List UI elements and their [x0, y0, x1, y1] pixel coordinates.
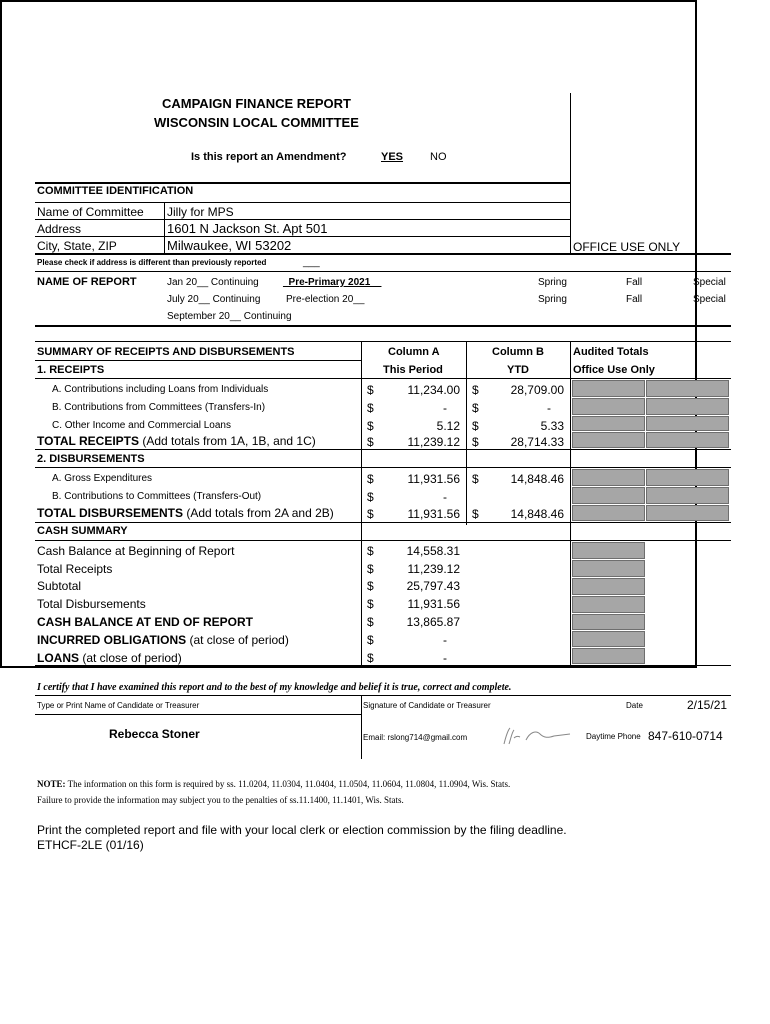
- receipt-a-period: 11,234.00: [407, 383, 460, 397]
- daytime-phone-label: Daytime Phone: [586, 732, 641, 741]
- daytime-phone-value: 847-610-0714: [648, 729, 723, 743]
- total-disbursements-ytd: 14,848.46: [510, 507, 564, 521]
- office-use-label: OFFICE USE ONLY: [573, 240, 681, 254]
- report-name-label: NAME OF REPORT: [37, 276, 137, 288]
- total-receipts-label: TOTAL RECEIPTS (Add totals from 1A, 1B, and 1C): [37, 434, 316, 448]
- email-value: Email: rslong714@gmail.com: [363, 733, 468, 742]
- legal-note: NOTE: The information on this form is required by ss. 11.0204, 11.0304, 11.0404, 11.0504, 11.0604, 11.0804, 11.0904, Wis. Stats.: [37, 779, 511, 789]
- cash-end-label: CASH BALANCE AT END OF REPORT: [37, 615, 253, 629]
- office-divider: [570, 93, 571, 254]
- report-fall-1: Fall: [626, 277, 643, 288]
- report-fall-2: Fall: [626, 294, 643, 305]
- summary-title: SUMMARY OF RECEIPTS AND DISBURSEMENTS: [37, 346, 295, 358]
- dollar-sign: $: [367, 615, 374, 629]
- divider: [35, 665, 731, 666]
- disbursement-a-ytd: 14,848.46: [510, 472, 564, 486]
- cash-end-value: 13,865.87: [406, 615, 460, 629]
- office-use-cell: [646, 432, 729, 448]
- disbursement-a-period: 11,931.56: [407, 472, 460, 486]
- divider: [466, 341, 467, 525]
- divider: [35, 522, 731, 523]
- dollar-sign: $: [367, 633, 374, 647]
- penalty-note: Failure to provide the information may subject you to the penalties of ss.11.1400, 11.1401, Wis. Stats.: [37, 795, 404, 805]
- divider: [570, 341, 571, 665]
- dollar-sign: $: [472, 383, 479, 397]
- receipt-b-period: -: [443, 401, 447, 415]
- dollar-sign: $: [367, 562, 374, 576]
- office-use-cell: [572, 487, 645, 504]
- office-use-cell: [646, 469, 729, 486]
- dollar-sign: $: [472, 472, 479, 486]
- receipt-row-c-label: C. Other Income and Commercial Loans: [52, 420, 231, 431]
- report-september-continuing: September 20__ Continuing: [167, 311, 292, 322]
- dollar-sign: $: [367, 544, 374, 558]
- disbursement-b-period: -: [443, 490, 447, 504]
- office-use-cell: [572, 596, 645, 613]
- dollar-sign: $: [367, 401, 374, 415]
- divider: [35, 449, 731, 450]
- office-use-cell: [572, 614, 645, 630]
- office-use-cell: [572, 631, 645, 647]
- committee-name-value: Jilly for MPS: [167, 205, 234, 219]
- dollar-sign: $: [367, 490, 374, 504]
- office-use-cell: [572, 505, 645, 521]
- report-special-2: Special: [693, 294, 726, 305]
- office-use-cell: [572, 380, 645, 397]
- dollar-sign: $: [367, 419, 374, 433]
- receipts-section-title: 1. RECEIPTS: [37, 364, 105, 376]
- dollar-sign: $: [472, 401, 479, 415]
- disbursement-row-b-label: B. Contributions to Committees (Transfers-Out): [52, 491, 262, 502]
- report-spring-1: Spring: [538, 277, 567, 288]
- dollar-sign: $: [367, 579, 374, 593]
- divider: [35, 236, 570, 237]
- cash-begin-value: 14,558.31: [406, 544, 460, 558]
- disbursements-section-title: 2. DISBURSEMENTS: [37, 453, 145, 465]
- report-july-continuing: July 20__ Continuing: [167, 294, 261, 305]
- signature-label: Signature of Candidate or Treasurer: [363, 701, 491, 710]
- loans-value: -: [443, 651, 447, 665]
- receipt-row-b-label: B. Contributions from Committees (Transfers-In): [52, 402, 266, 413]
- dollar-sign: $: [367, 383, 374, 397]
- form-subtitle: WISCONSIN LOCAL COMMITTEE: [154, 115, 359, 130]
- dollar-sign: $: [367, 435, 374, 449]
- print-name-label: Type or Print Name of Candidate or Treasurer: [37, 701, 200, 710]
- report-preprimary: _Pre-Primary 2021__: [283, 277, 382, 288]
- receipt-row-a-label: A. Contributions including Loans from Individuals: [52, 384, 269, 395]
- cash-receipts-value: 11,239.12: [407, 562, 460, 576]
- dollar-sign: $: [472, 507, 479, 521]
- office-use-cell: [572, 398, 645, 415]
- divider: [35, 378, 731, 379]
- divider: [35, 325, 731, 327]
- report-spring-2: Spring: [538, 294, 567, 305]
- incurred-obligations-label: INCURRED OBLIGATIONS (at close of period): [37, 633, 289, 647]
- column-a-subtitle: This Period: [383, 364, 443, 376]
- divider: [35, 341, 731, 342]
- report-jan-continuing: Jan 20__ Continuing: [167, 277, 259, 288]
- total-disbursements-period: 11,931.56: [407, 507, 460, 521]
- cash-subtotal-label: Subtotal: [37, 579, 82, 593]
- address-label: Address: [37, 222, 82, 236]
- signature-image: [500, 724, 572, 748]
- certification-statement: I certify that I have examined this report and to the best of my knowledge and belief it is true, correct and complete.: [37, 682, 512, 693]
- divider: [35, 253, 731, 255]
- divider: [361, 341, 362, 665]
- cash-summary-title: CASH SUMMARY: [37, 525, 128, 537]
- divider: [35, 714, 361, 715]
- column-b-subtitle: YTD: [507, 364, 529, 376]
- total-receipts-period: 11,239.12: [407, 435, 460, 449]
- divider: [361, 695, 362, 759]
- incurred-obligations-value: -: [443, 633, 447, 647]
- divider: [35, 467, 731, 468]
- form-id: ETHCF-2LE (01/16): [37, 838, 144, 852]
- dollar-sign: $: [472, 435, 479, 449]
- dollar-sign: $: [367, 651, 374, 665]
- column-b-title: Column B: [492, 346, 544, 358]
- divider: [35, 219, 570, 220]
- loans-label: LOANS (at close of period): [37, 651, 182, 665]
- divider: [35, 360, 361, 361]
- office-use-cell: [572, 469, 645, 486]
- dollar-sign: $: [472, 419, 479, 433]
- committee-name-label: Name of Committee: [37, 205, 144, 219]
- column-a-title: Column A: [388, 346, 440, 358]
- divider: [164, 202, 165, 253]
- candidate-name-value: Rebecca Stoner: [109, 727, 200, 741]
- office-use-cell: [646, 416, 729, 431]
- cash-begin-label: Cash Balance at Beginning of Report: [37, 544, 235, 558]
- address-change-note: Please check if address is different than previously reported: [37, 258, 267, 267]
- office-use-cell: [646, 505, 729, 521]
- office-use-cell: [572, 416, 645, 431]
- date-value: 2/15/21: [687, 698, 728, 712]
- cash-receipts-label: Total Receipts: [37, 562, 113, 576]
- dollar-sign: $: [367, 597, 374, 611]
- receipt-c-ytd: 5.33: [540, 419, 564, 433]
- divider: [35, 202, 570, 203]
- disbursement-row-a-label: A. Gross Expenditures: [52, 473, 153, 484]
- office-use-cell: [572, 648, 645, 664]
- office-use-only-label: Office Use Only: [573, 364, 655, 376]
- office-use-cell: [646, 398, 729, 415]
- divider: [35, 540, 731, 541]
- city-value: Milwaukee, WI 53202: [167, 238, 292, 253]
- cash-subtotal-value: 25,797.43: [406, 579, 460, 593]
- divider: [35, 271, 731, 272]
- receipt-c-period: 5.12: [436, 419, 460, 433]
- office-use-cell: [646, 487, 729, 504]
- amendment-question: Is this report an Amendment?: [191, 151, 347, 163]
- amendment-yes: YES: [381, 151, 404, 163]
- report-preelection: Pre-election 20__: [286, 294, 365, 305]
- divider: [35, 695, 731, 696]
- address-change-checkbox[interactable]: ___: [303, 257, 320, 268]
- receipt-b-ytd: -: [547, 401, 551, 415]
- office-use-cell: [572, 432, 645, 448]
- address-value: 1601 N Jackson St. Apt 501: [167, 221, 328, 236]
- date-label: Date: [626, 701, 643, 710]
- total-receipts-ytd: 28,714.33: [510, 435, 564, 449]
- audited-totals-title: Audited Totals: [573, 346, 649, 358]
- divider: [35, 182, 570, 184]
- receipt-a-ytd: 28,709.00: [510, 383, 564, 397]
- office-use-cell: [572, 560, 645, 577]
- total-disbursements-label: TOTAL DISBURSEMENTS (Add totals from 2A and 2B): [37, 506, 334, 520]
- dollar-sign: $: [367, 507, 374, 521]
- office-use-cell: [572, 578, 645, 595]
- committee-section-title: COMMITTEE IDENTIFICATION: [37, 185, 194, 197]
- dollar-sign: $: [367, 472, 374, 486]
- cash-disbursements-value: 11,931.56: [407, 597, 460, 611]
- amendment-no: NO: [430, 151, 447, 163]
- office-use-cell: [646, 380, 729, 397]
- form-title: CAMPAIGN FINANCE REPORT: [162, 96, 351, 111]
- report-special-1: Special: [693, 277, 726, 288]
- filing-instruction: Print the completed report and file with your local clerk or election commission by the filing deadline.: [37, 823, 567, 837]
- office-use-cell: [572, 542, 645, 559]
- city-label: City, State, ZIP: [37, 239, 117, 253]
- cash-disbursements-label: Total Disbursements: [37, 597, 146, 611]
